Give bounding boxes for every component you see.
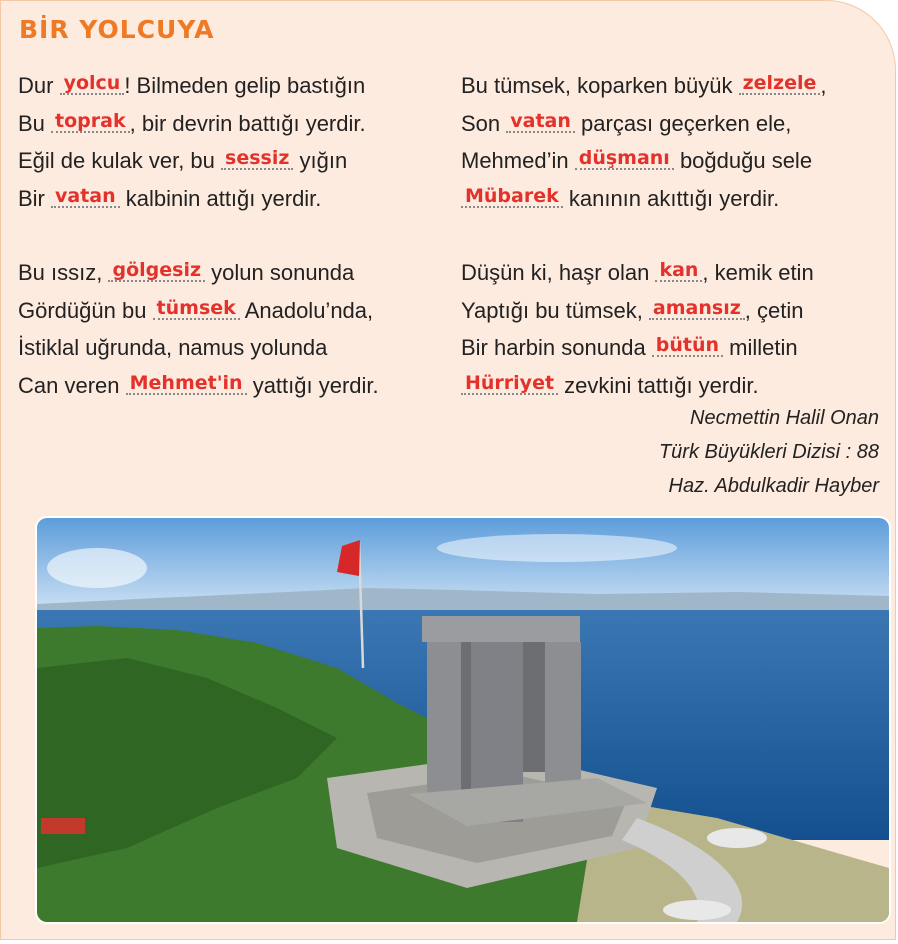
line-text: İstiklal uğrunda, namus yolunda: [18, 335, 328, 360]
poem-line: [18, 105, 448, 143]
filled-blank: düşmanı: [575, 148, 674, 170]
line-text: yattığı yerdir.: [246, 372, 379, 398]
poem-line: [18, 367, 448, 405]
filled-blank: zelzele: [739, 73, 821, 95]
poem-line: [18, 67, 448, 105]
right-column: [461, 67, 891, 441]
series-name: Türk Büyükleri Dizisi : 88: [658, 441, 879, 463]
poem-line: [461, 180, 891, 218]
line-text: kanının akıttığı yerdir.: [562, 185, 780, 211]
line-text: milletin: [723, 335, 798, 360]
line-text: ! Bilmeden gelip bastığın: [124, 73, 366, 98]
poem-line: [461, 142, 891, 180]
left-column: [18, 67, 448, 441]
line-text: Bu tümsek, koparken büyük: [461, 73, 739, 98]
line-text: yığın: [293, 148, 348, 173]
poem-line: [461, 105, 891, 143]
line-text: boğduğu sele: [673, 148, 813, 173]
poem-line: [461, 329, 891, 367]
line-text: Yaptığı bu tümsek,: [461, 297, 649, 323]
filled-blank: gölgesiz: [108, 260, 205, 282]
memorial-photo: [35, 516, 891, 924]
filled-blank: vatan: [51, 186, 120, 208]
poem-line: [18, 292, 448, 330]
poem-line: [461, 292, 891, 330]
stanza: [461, 67, 891, 217]
line-text: Gördüğün bu: [18, 297, 153, 323]
line-text: Bu: [18, 110, 52, 136]
filled-blank: toprak: [51, 111, 130, 133]
line-text: kalbinin attığı yerdir.: [119, 185, 322, 211]
credits: [659, 401, 879, 503]
line-text: Bir: [18, 185, 51, 211]
filled-blank: vatan: [506, 111, 575, 133]
filled-blank: Mehmet'in: [126, 373, 247, 395]
line-text: parçası geçerken ele,: [574, 110, 792, 136]
poem-line: [461, 254, 891, 292]
line-text: Eğil de kulak ver, bu: [18, 148, 222, 173]
line-text: Dur: [18, 73, 60, 98]
poem-title: BİR YOLCUYA: [19, 15, 215, 44]
filled-blank: yolcu: [60, 73, 125, 95]
poem-line: [18, 142, 448, 180]
author-name: Necmettin Halil Onan: [690, 407, 879, 429]
editor-name: Haz. Abdulkadir Hayber: [668, 475, 879, 497]
filled-blank: kan: [655, 260, 702, 282]
line-text: ,: [820, 73, 827, 98]
poem-line: [461, 367, 891, 405]
stanza: [18, 67, 448, 217]
filled-blank: sessiz: [221, 148, 293, 170]
line-text: , bir devrin battığı yerdir.: [129, 110, 366, 136]
line-text: Son: [461, 110, 507, 136]
filled-blank: bütün: [652, 335, 723, 357]
poem-line: [18, 180, 448, 218]
line-text: Bu ıssız,: [18, 260, 109, 285]
line-text: Mehmed’in: [461, 148, 575, 173]
filled-blank: amansız: [649, 298, 745, 320]
line-text: Düşün ki, haşr olan: [461, 260, 656, 285]
poem-line: [18, 329, 448, 367]
poem-line: [18, 254, 448, 292]
filled-blank: Hürriyet: [461, 373, 558, 395]
filled-blank: Mübarek: [461, 186, 563, 208]
line-text: yolun sonunda: [205, 260, 355, 285]
line-text: Can veren: [18, 372, 126, 398]
line-text: zevkini tattığı yerdir.: [558, 372, 759, 398]
memorial-illustration: [37, 518, 889, 922]
line-text: , çetin: [744, 297, 804, 323]
line-text: Anadolu’nda,: [239, 297, 374, 323]
stanza: [18, 254, 448, 404]
line-text: , kemik etin: [702, 260, 814, 285]
poem-line: [461, 67, 891, 105]
line-text: Bir harbin sonunda: [461, 335, 652, 360]
filled-blank: tümsek: [153, 298, 240, 320]
stanza: [461, 254, 891, 404]
